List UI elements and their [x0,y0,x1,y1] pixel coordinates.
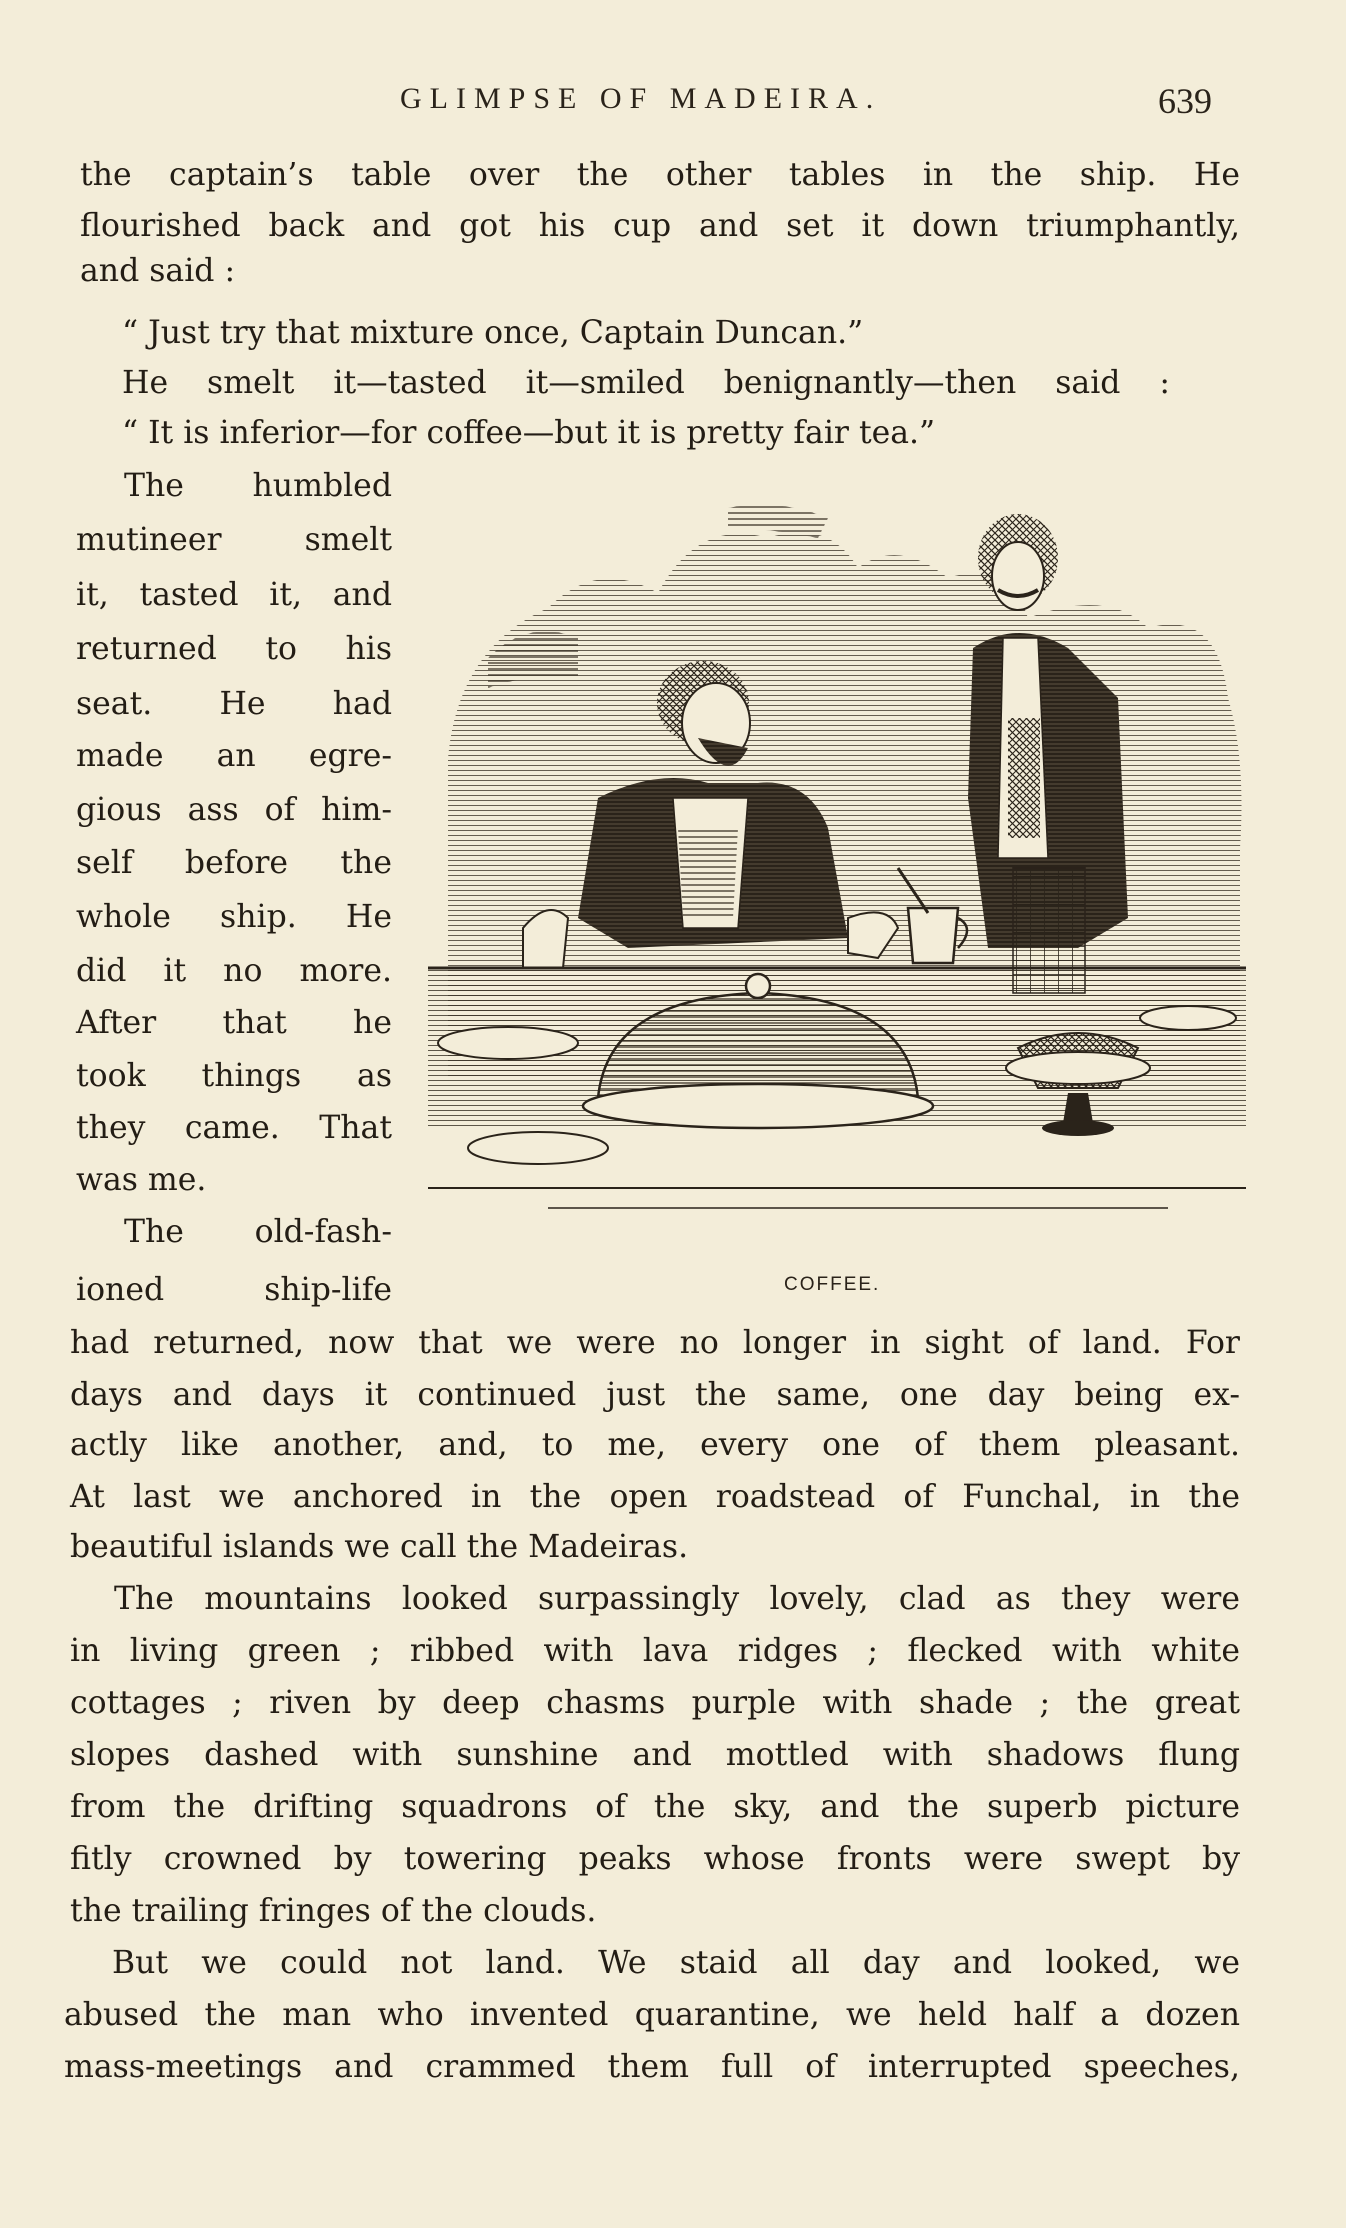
text-line: The old-fash- [124,1214,392,1250]
text-line: actly like another, and, to me, every one of them pleasant. [70,1427,1240,1463]
running-title: GLIMPSE OF MADEIRA. [400,82,882,115]
text-line: “ Just try that mixture once, Captain Duncan.” [122,315,864,351]
text-line: The humbled [124,468,392,504]
text-line: He smelt it—tasted it—smiled benignantly—then said : [122,365,1170,401]
text-line: After that he [76,1005,392,1041]
text-line: and said : [80,253,236,289]
text-line: from the drifting squadrons of the sky, and the superb picture [70,1789,1240,1825]
text-line: But we could not land. We staid all day and looked, we [112,1945,1240,1981]
figure-caption: COFFEE. [784,1274,881,1295]
text-line: mutineer smelt [76,522,392,558]
standing-man-figure [968,514,1128,993]
text-line: made an egre- [76,738,392,774]
text-line: cottages ; riven by deep chasms purple with shade ; the great [70,1685,1240,1721]
text-line: slopes dashed with sunshine and mottled with shadows flung [70,1737,1240,1773]
text-line: days and days it continued just the same, one day being ex- [70,1377,1240,1413]
text-line: did it no more. [76,953,392,989]
text-line: self before the [76,845,392,881]
text-line: they came. That [76,1110,392,1146]
text-line: fitly crowned by towering peaks whose fronts were swept by [70,1841,1240,1877]
text-line: the captain’s table over the other tables in the ship. He [80,157,1240,193]
text-line: beautiful islands we call the Madeiras. [70,1529,689,1565]
text-line: mass-meetings and crammed them full of interrupted speeches, [64,2049,1240,2085]
text-line: had returned, now that we were no longer in sight of land. For [70,1325,1240,1361]
text-line: seat. He had [76,686,392,722]
text-line: The mountains looked surpassingly lovely, clad as they were [114,1581,1240,1617]
text-line: took things as [76,1058,392,1094]
text-line: abused the man who invented quarantine, we held half a dozen [64,1997,1240,2033]
text-line: flourished back and got his cup and set it down triumphantly, [80,208,1240,244]
text-line: whole ship. He [76,899,392,935]
text-line: the trailing fringes of the clouds. [70,1893,597,1929]
text-line: it, tasted it, and [76,577,392,613]
text-line: returned to his [76,631,392,667]
page-number: 639 [1158,81,1212,121]
text-line: gious ass of him- [76,792,392,828]
text-line: ioned ship-life [76,1272,392,1308]
text-line: in living green ; ribbed with lava ridges ; flecked with white [70,1633,1240,1669]
text-line: “ It is inferior—for coffee—but it is pretty fair tea.” [122,415,936,451]
text-line: was me. [76,1162,207,1198]
coffee-illustration [428,498,1246,1288]
text-line: At last we anchored in the open roadstead of Funchal, in the [70,1479,1240,1515]
